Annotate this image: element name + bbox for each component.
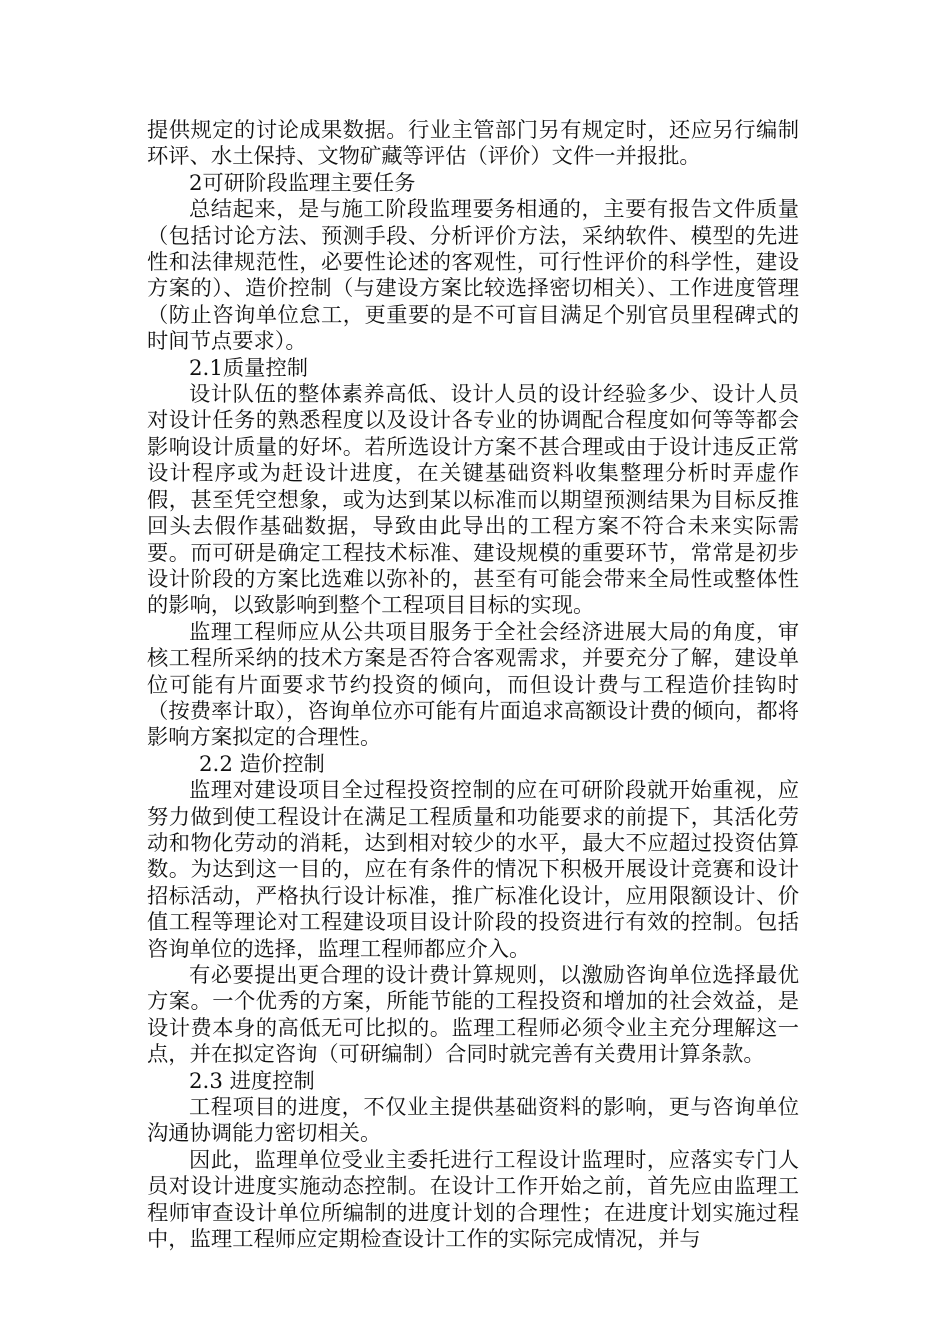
section-heading-2-3: 2.3 进度控制	[189, 1068, 315, 1094]
paragraph-summary: 总结起来，是与施工阶段监理要务相通的，主要有报告文件质量（包括讨论方法、预测手段、分析评价方法，采纳软件、模型的先进性和法律规范性，必要性论述的客观性，可行性评价的科学性，建设方案的）、造价控制（与建设方案比较选择密切相关）、工作进度管理（防止咨询单位怠工，更重要的是不可盲目满足个别官员里程碑式的时间节点要求）。	[147, 197, 799, 355]
section-heading-2-1: 2.1质量控制	[189, 355, 309, 381]
section-heading-2: 2可研阶段监理主要任务	[189, 170, 416, 196]
paragraph-quality-1: 设计队伍的整体素养高低、设计人员的设计经验多少、设计人员对设计任务的熟悉程度以及设计各专业的协调配合程度如何等等都会影响设计质量的好坏。若所选设计方案不甚合理或由于设计违反正常设计程序或为赶设计进度，在关键基础资料收集整理分析时弄虚作假，甚至凭空想象，或为达到某以标准而以期望预测结果为目标反推回头去假作基础数据，导致由此导出的工程方案不符合未来实际需要。而可研是确定工程技术标准、建设规模的重要环节，常常是初步设计阶段的方案比选难以弥补的，甚至有可能会带来全局性或整体性的影响，以致影响到整个工程项目目标的实现。	[147, 382, 799, 619]
paragraph-schedule-2: 因此，监理单位受业主委托进行工程设计监理时，应落实专门人员对设计进度实施动态控制。在设计工作开始之前，首先应由监理工程师审查设计单位所编制的进度计划的合理性；在进度计划实施过程中，监理工程师应定期检查设计工作的实际完成情况，并与	[147, 1147, 799, 1253]
paragraph-quality-2: 监理工程师应从公共项目服务于全社会经济进展大局的角度，审核工程所采纳的技术方案是否符合客观需求，并要充分了解，建设单位可能有片面要求节约投资的倾向，而但设计费与工程造价挂钩时（按费率计取），咨询单位亦可能有片面追求高额设计费的倾向，都将影响方案拟定的合理性。	[147, 619, 799, 751]
paragraph-cost-2: 有必要提出更合理的设计费计算规则，以激励咨询单位选择最优方案。一个优秀的方案，所能节能的工程投资和增加的社会效益，是设计费本身的高低无可比拟的。监理工程师必须令业主充分理解这一点，并在拟定咨询（可研编制）合同时就完善有关费用计算条款。	[147, 963, 799, 1068]
document-page	[147, 118, 799, 1253]
paragraph-intro-continuation: 提供规定的讨论成果数据。行业主管部门另有规定时，还应另行编制环评、水土保持、文物矿藏等评估（评价）文件一并报批。	[147, 118, 799, 170]
paragraph-cost-1: 监理对建设项目全过程投资控制的应在可研阶段就开始重视，应努力做到使工程设计在满足工程质量和功能要求的前提下，其活化劳动和物化劳动的消耗，达到相对较少的水平，最大不应超过投资估算数。为达到这一目的，应在有条件的情况下积极开展设计竞赛和设计招标活动，严格执行设计标准，推广标准化设计，应用限额设计、价值工程等理论对工程建设项目设计阶段的投资进行有效的控制。包括咨询单位的选择，监理工程师都应介入。	[147, 778, 799, 962]
paragraph-schedule-1: 工程项目的进度，不仅业主提供基础资料的影响，更与咨询单位沟通协调能力密切相关。	[147, 1095, 799, 1147]
section-heading-2-2: 2.2 造价控制	[199, 751, 325, 777]
